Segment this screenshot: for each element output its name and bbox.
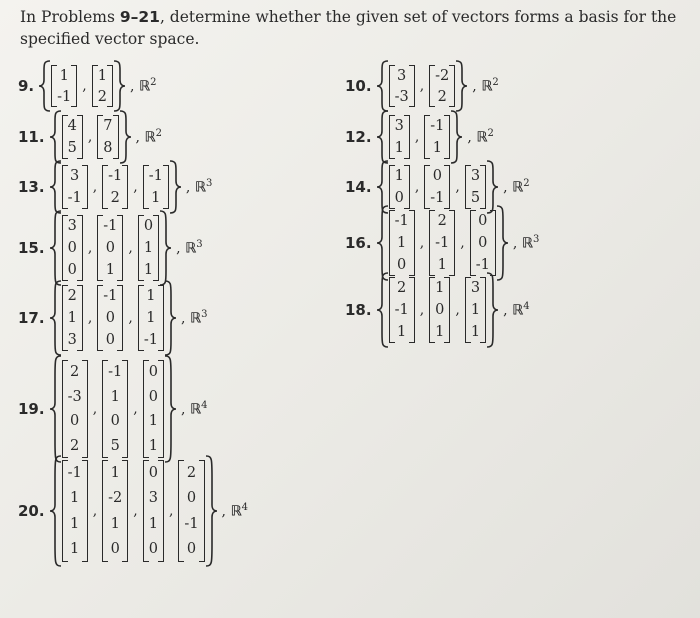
problem-number: 12. bbox=[345, 128, 372, 146]
vector-entry: 2 bbox=[97, 88, 107, 105]
vector-space-label: , ℝ$^4$ bbox=[180, 400, 208, 418]
vector-entry: 2 bbox=[110, 190, 120, 206]
left-brace bbox=[376, 60, 389, 112]
vector-entry: 0 bbox=[394, 190, 404, 206]
column-vector bbox=[62, 215, 83, 281]
vector-entry: 0 bbox=[478, 235, 488, 251]
vector-entry: 0 bbox=[67, 240, 77, 256]
vector-entry: -3 bbox=[67, 388, 82, 405]
problem-number: 15. bbox=[18, 239, 45, 257]
problem-11 bbox=[18, 110, 162, 164]
vector-separator: , bbox=[92, 179, 98, 195]
vector-entry: 3 bbox=[470, 280, 481, 296]
vector-entry: 0 bbox=[397, 257, 407, 273]
problem-17 bbox=[18, 280, 207, 356]
column-vector bbox=[92, 65, 113, 107]
column-vector bbox=[62, 360, 88, 458]
left-brace bbox=[376, 272, 389, 348]
problem-9 bbox=[18, 60, 156, 112]
vector-entry: 3 bbox=[397, 67, 407, 84]
vector-entry: 3 bbox=[67, 218, 77, 234]
vector-entry: 0 bbox=[148, 541, 158, 558]
vector-entry: 1 bbox=[146, 288, 156, 304]
vector-entry: 1 bbox=[437, 257, 447, 273]
vector-separator: , bbox=[419, 302, 425, 318]
vector-space-label: , ℝ$^3$ bbox=[180, 309, 208, 327]
vector-entry: 3 bbox=[394, 118, 404, 134]
right-brace bbox=[159, 210, 172, 286]
vector-entry: 1 bbox=[470, 302, 481, 318]
vector-entry: -1 bbox=[430, 190, 445, 206]
vector-separator: , bbox=[168, 503, 174, 519]
vector-entry: 1 bbox=[143, 262, 154, 278]
vector-separator: , bbox=[133, 179, 138, 195]
vector-entry: -1 bbox=[394, 302, 409, 318]
column-vector bbox=[102, 460, 128, 562]
problem-number: 18. bbox=[345, 301, 372, 319]
problem-number: 19. bbox=[18, 400, 45, 418]
column-vector bbox=[97, 285, 123, 351]
vector-entry: -1 bbox=[430, 118, 445, 134]
column-vector bbox=[424, 115, 450, 159]
right-brace bbox=[450, 110, 463, 164]
problem-13 bbox=[18, 160, 212, 214]
vector-entry: 5 bbox=[67, 140, 77, 156]
vector-entry: 0 bbox=[478, 213, 488, 229]
vector-entry: -2 bbox=[435, 67, 450, 84]
right-brace bbox=[164, 280, 177, 356]
vector-entry: 5 bbox=[110, 437, 120, 454]
column-vector bbox=[62, 460, 88, 562]
vector-separator: , bbox=[414, 179, 420, 195]
vector-entry: 1 bbox=[148, 413, 158, 430]
problem-number: 13. bbox=[18, 178, 45, 196]
vector-entry: 2 bbox=[67, 288, 77, 304]
problem-number: 17. bbox=[18, 309, 45, 327]
column-vector bbox=[97, 215, 123, 281]
left-brace bbox=[376, 205, 389, 281]
vector-entry: 0 bbox=[70, 413, 80, 430]
vector-entry: 1 bbox=[151, 190, 161, 206]
vector-entry: 0 bbox=[110, 541, 120, 558]
vector-entry: 0 bbox=[148, 388, 158, 405]
column-vector bbox=[389, 65, 415, 107]
vector-entry: 0 bbox=[105, 310, 115, 326]
vector-space-label: , ℝ$^2$ bbox=[129, 77, 157, 95]
problem-number: 11. bbox=[18, 128, 45, 146]
problem-20 bbox=[18, 455, 248, 567]
vector-entry: 1 bbox=[97, 67, 107, 84]
column-vector bbox=[389, 165, 410, 209]
column-vector bbox=[143, 460, 164, 562]
right-brace bbox=[169, 160, 182, 214]
column-vector bbox=[62, 165, 88, 209]
problem-19 bbox=[18, 355, 207, 463]
vector-separator: , bbox=[460, 235, 465, 251]
vector-entry: 1 bbox=[435, 324, 445, 340]
problem-number: 16. bbox=[345, 234, 372, 252]
problem-number: 14. bbox=[345, 178, 372, 196]
left-brace bbox=[49, 210, 62, 286]
vector-entry: 1 bbox=[70, 515, 80, 532]
left-brace bbox=[38, 60, 51, 112]
problem-number: 10. bbox=[345, 77, 372, 95]
vector-entry: 1 bbox=[432, 140, 442, 156]
vector-entry: -2 bbox=[108, 490, 123, 507]
vector-entry: -1 bbox=[148, 168, 163, 184]
column-vector bbox=[143, 360, 164, 458]
vector-space-label: , ℝ$^3$ bbox=[176, 239, 203, 257]
vector-entry: -1 bbox=[143, 332, 158, 348]
vector-entry: 0 bbox=[435, 302, 445, 318]
vector-space-label: , ℝ$^2$ bbox=[503, 178, 530, 196]
right-brace bbox=[496, 205, 509, 281]
vector-separator: , bbox=[455, 302, 460, 318]
vector-space-label: , ℝ$^2$ bbox=[135, 128, 162, 146]
problem-16 bbox=[345, 205, 539, 281]
vector-entry: 0 bbox=[432, 168, 442, 184]
vector-entry: 0 bbox=[148, 364, 158, 381]
vector-entry: 0 bbox=[110, 413, 120, 430]
vector-space-label: , ℝ$^3$ bbox=[185, 178, 213, 196]
vector-entry: 1 bbox=[397, 324, 407, 340]
column-vector bbox=[97, 115, 118, 159]
left-brace bbox=[49, 355, 62, 463]
vector-entry: -1 bbox=[475, 257, 490, 273]
vector-separator: , bbox=[87, 310, 93, 326]
vector-separator: , bbox=[87, 240, 93, 256]
column-vector bbox=[470, 210, 496, 276]
column-vector bbox=[62, 285, 83, 351]
vector-entry: 2 bbox=[70, 364, 80, 381]
vector-entry: -1 bbox=[184, 515, 199, 532]
vector-entry: -1 bbox=[394, 213, 409, 229]
column-vector bbox=[389, 115, 410, 159]
vector-space-label: , ℝ$^2$ bbox=[467, 128, 494, 146]
right-brace bbox=[455, 60, 468, 112]
vector-separator: , bbox=[92, 401, 98, 417]
column-vector bbox=[429, 65, 455, 107]
column-vector bbox=[102, 165, 128, 209]
vector-separator: , bbox=[128, 240, 133, 256]
vector-separator: , bbox=[92, 503, 98, 519]
intro-text-end: , determine whether the given set of vectors forms a basis for the specified vector space. bbox=[20, 8, 677, 48]
vector-entry: 1 bbox=[105, 262, 115, 278]
column-vector bbox=[389, 277, 415, 343]
vector-entry: 3 bbox=[67, 332, 77, 348]
left-brace bbox=[376, 110, 389, 164]
problem-number: 9. bbox=[18, 77, 35, 95]
vector-entry: 5 bbox=[470, 190, 481, 206]
vector-entry: -1 bbox=[67, 464, 82, 481]
vector-entry: 0 bbox=[148, 464, 158, 481]
left-brace bbox=[49, 455, 62, 567]
vector-entry: -1 bbox=[67, 190, 82, 206]
problem-18 bbox=[345, 272, 530, 348]
vector-separator: , bbox=[128, 310, 133, 326]
column-vector bbox=[465, 277, 486, 343]
vector-entry: 1 bbox=[110, 515, 120, 532]
vector-entry: 1 bbox=[394, 168, 404, 184]
column-vector bbox=[178, 460, 204, 562]
vector-entry: 1 bbox=[435, 280, 445, 296]
vector-space-label: , ℝ$^2$ bbox=[472, 77, 499, 95]
vector-entry: 8 bbox=[103, 140, 113, 156]
column-vector bbox=[465, 165, 486, 209]
vector-separator: , bbox=[82, 78, 87, 94]
vector-entry: 1 bbox=[143, 240, 154, 256]
problem-10 bbox=[345, 60, 499, 112]
vector-entry: 1 bbox=[59, 67, 69, 84]
vector-entry: 1 bbox=[70, 490, 80, 507]
column-vector bbox=[102, 360, 128, 458]
vector-entry: 3 bbox=[470, 168, 481, 184]
vector-separator: , bbox=[133, 503, 138, 519]
problem-15 bbox=[18, 210, 203, 286]
vector-entry: 1 bbox=[394, 140, 404, 156]
vector-entry: -1 bbox=[108, 168, 123, 184]
vector-entry: 1 bbox=[110, 464, 120, 481]
left-brace bbox=[49, 110, 62, 164]
vector-entry: 2 bbox=[70, 437, 80, 454]
vector-separator: , bbox=[414, 129, 420, 145]
left-brace bbox=[49, 160, 62, 214]
column-vector bbox=[429, 210, 455, 276]
right-brace bbox=[486, 272, 499, 348]
column-vector bbox=[62, 115, 83, 159]
vector-entry: -1 bbox=[103, 218, 118, 234]
vector-entry: 2 bbox=[437, 213, 447, 229]
vector-space-label: , ℝ$^3$ bbox=[512, 234, 540, 252]
vector-entry: 1 bbox=[67, 310, 77, 326]
vector-space-label: , ℝ$^4$ bbox=[221, 502, 249, 520]
vector-entry: 1 bbox=[110, 388, 120, 405]
column-vector bbox=[138, 285, 164, 351]
column-vector bbox=[143, 165, 169, 209]
vector-entry: -1 bbox=[103, 288, 118, 304]
vector-entry: 7 bbox=[103, 118, 113, 134]
vector-entry: 1 bbox=[397, 235, 407, 251]
vector-separator: , bbox=[133, 401, 138, 417]
vector-entry: -3 bbox=[394, 88, 409, 105]
vector-entry: 3 bbox=[70, 168, 80, 184]
problem-12 bbox=[345, 110, 494, 164]
right-brace bbox=[113, 60, 126, 112]
vector-entry: 4 bbox=[67, 118, 77, 134]
vector-entry: 1 bbox=[146, 310, 156, 326]
vector-entry: 0 bbox=[186, 490, 197, 507]
right-brace bbox=[205, 455, 218, 567]
vector-entry: 2 bbox=[397, 280, 407, 296]
vector-entry: 0 bbox=[143, 218, 154, 234]
vector-entry: -1 bbox=[108, 364, 123, 381]
vector-entry: -1 bbox=[435, 235, 450, 251]
vector-entry: 1 bbox=[470, 324, 481, 340]
column-vector bbox=[138, 215, 159, 281]
column-vector bbox=[424, 165, 450, 209]
vector-entry: 2 bbox=[437, 88, 447, 105]
vector-entry: 3 bbox=[148, 490, 158, 507]
vector-entry: 2 bbox=[186, 464, 197, 481]
problem-instructions bbox=[20, 6, 680, 50]
column-vector bbox=[51, 65, 77, 107]
problem-number: 20. bbox=[18, 502, 45, 520]
right-brace bbox=[164, 355, 177, 463]
problem-range: 9–21 bbox=[119, 8, 160, 26]
vector-entry: -1 bbox=[57, 88, 72, 105]
vector-separator: , bbox=[455, 179, 460, 195]
vector-entry: 1 bbox=[148, 515, 158, 532]
left-brace bbox=[49, 280, 62, 356]
vector-separator: , bbox=[419, 235, 425, 251]
vector-entry: 1 bbox=[148, 437, 158, 454]
vector-separator: , bbox=[419, 78, 425, 94]
vector-entry: 0 bbox=[105, 240, 115, 256]
vector-space-label: , ℝ$^4$ bbox=[503, 301, 530, 319]
vector-entry: 1 bbox=[70, 541, 80, 558]
column-vector bbox=[389, 210, 415, 276]
intro-text-start: In Problems bbox=[20, 8, 120, 26]
column-vector bbox=[429, 277, 450, 343]
vector-separator: , bbox=[87, 129, 93, 145]
vector-entry: 0 bbox=[105, 332, 115, 348]
vector-entry: 0 bbox=[67, 262, 77, 278]
right-brace bbox=[119, 110, 132, 164]
vector-entry: 0 bbox=[186, 541, 197, 558]
